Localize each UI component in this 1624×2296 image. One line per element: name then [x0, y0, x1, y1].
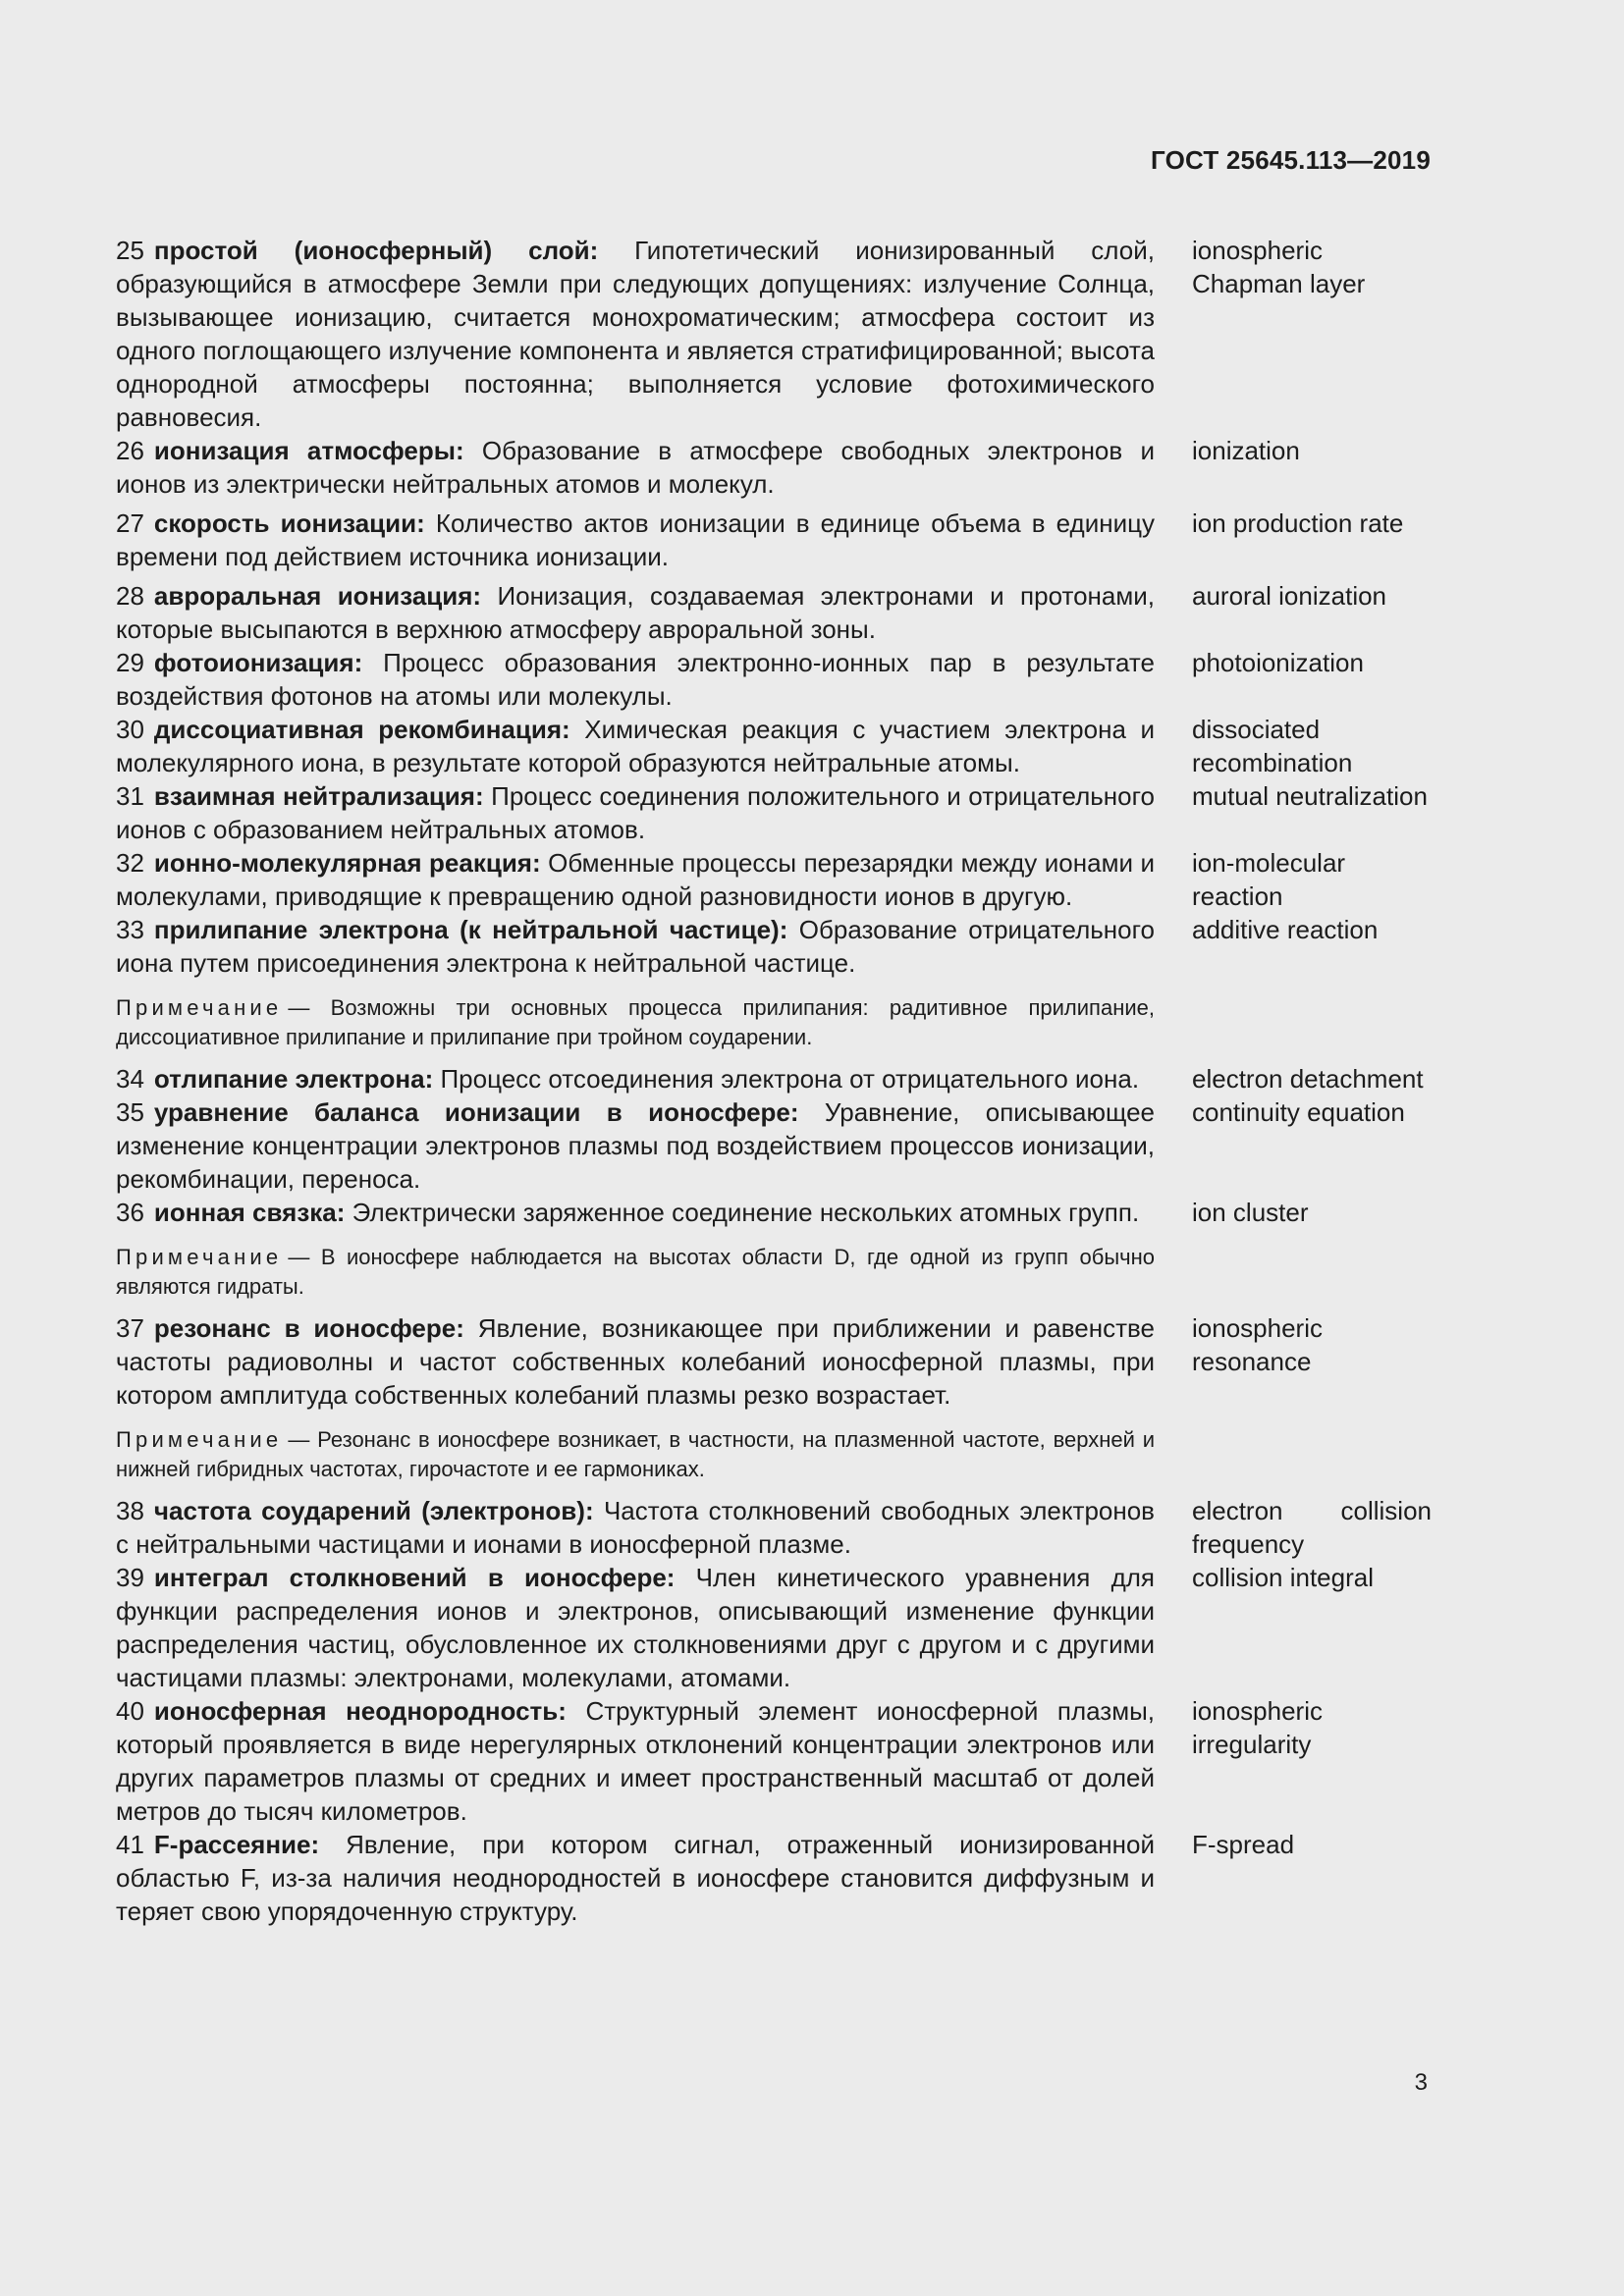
term-name: отлипание электрона: — [153, 1064, 434, 1094]
term-entry-35 — [116, 1095, 1432, 1196]
note-label: Примечание — [116, 1245, 283, 1269]
term-name: взаимная нейтрализация: — [153, 781, 484, 811]
term-number: 30 — [116, 715, 144, 744]
term-entry-37 — [116, 1311, 1432, 1412]
term-english: ionospheric Chapman layer — [1192, 236, 1366, 298]
term-english: ionospheric irregularity — [1192, 1696, 1323, 1759]
term-english: ionization — [1192, 436, 1300, 465]
term-name: интеграл столкновений в ионосфере: — [153, 1563, 676, 1592]
term-english: F-spread — [1192, 1830, 1295, 1859]
term-name: уравнение баланса ионизации в ионосфере: — [153, 1097, 799, 1127]
term-definition: Явление, при котором сигнал, отраженный ионизированной областью F, из-за наличия неоднородностей в ионосфере становится диффузным и теряет свою упорядоченную структуру. — [116, 1830, 1155, 1926]
term-name: прилипание электрона (к нейтральной частице): — [153, 915, 788, 944]
term-entry-25 — [116, 234, 1432, 434]
term-entry-32 — [116, 846, 1432, 913]
term-definition: Образование в атмосфере свободных электронов и ионов из электрически нейтральных атомов и молекул. — [116, 436, 1155, 499]
term-definition: Уравнение, описывающее изменение концентрации электронов плазмы под воздействием процессов ионизации, рекомбинации, переноса. — [116, 1097, 1155, 1194]
term-entry-41 — [116, 1828, 1432, 1928]
term-number: 25 — [116, 236, 144, 265]
term-number: 26 — [116, 436, 144, 465]
term-number: 37 — [116, 1313, 144, 1343]
term-english: continuity equation — [1192, 1097, 1405, 1127]
term-entry-28 — [116, 579, 1432, 646]
term-number: 31 — [116, 781, 144, 811]
term-name: ионная связка: — [153, 1198, 346, 1227]
term-definition: Обменные процессы перезарядки между ионами и молекулами, приводящие к превращению одной разновидности ионов в другую. — [116, 848, 1155, 911]
term-entry-34 — [116, 1062, 1432, 1095]
term-definition: Ионизация, создаваемая электронами и протонами, которые высыпаются в верхнюю атмосферу авроральной зоны. — [116, 581, 1155, 644]
note-text: — Резонанс в ионосфере возникает, в частности, на плазменной частоте, верхней и нижней гибридных частотах, гирочастоте и ее гармониках. — [116, 1427, 1155, 1481]
term-entry-27 — [116, 507, 1432, 573]
term-number: 36 — [116, 1198, 144, 1227]
term-definition: Электрически заряженное соединение нескольких атомных групп. — [345, 1198, 1140, 1227]
term-number: 33 — [116, 915, 144, 944]
term-english: photoionization — [1192, 648, 1364, 677]
term-english: mutual neutralization — [1192, 781, 1428, 811]
note-text: — В ионосфере наблюдается на высотах области D, где одной из групп обычно являются гидраты. — [116, 1245, 1155, 1299]
term-english: dissociated recombination — [1192, 715, 1353, 777]
term-definition: Член кинетического уравнения для функции распределения ионов и электронов, описывающий изменение функции распределения частиц, обусловленное их столкновениями друг с другом и с другими частицами плазмы: электронами, молекулами, атомами. — [116, 1563, 1155, 1692]
term-name: резонанс в ионосфере: — [153, 1313, 464, 1343]
term-number: 35 — [116, 1097, 144, 1127]
term-definition: Образование отрицательного иона путем присоединения электрона к нейтральной частице. — [116, 915, 1155, 978]
note-33 — [116, 993, 1155, 1052]
term-name: скорость ионизации: — [153, 508, 425, 538]
term-english: electron collision frequency — [1192, 1496, 1432, 1559]
term-entry-26 — [116, 434, 1432, 501]
term-number: 41 — [116, 1830, 144, 1859]
term-number: 32 — [116, 848, 144, 878]
term-name: частота соударений (электронов): — [153, 1496, 594, 1525]
term-number: 27 — [116, 508, 144, 538]
term-entry-29 — [116, 646, 1432, 713]
term-definition: Явление, возникающее при приближении и равенстве частоты радиоволны и частот собственных колебаний ионосферной плазмы, при котором амплитуда собственных колебаний плазмы резко возрастает. — [116, 1313, 1155, 1410]
term-entry-30 — [116, 713, 1432, 779]
term-definition: Процесс соединения положительного и отрицательного ионов с образованием нейтральных атомов. — [116, 781, 1155, 844]
term-entry-31 — [116, 779, 1432, 846]
term-name: ионосферная неоднородность: — [153, 1696, 567, 1726]
note-label: Примечание — [116, 995, 283, 1020]
term-number: 28 — [116, 581, 144, 611]
term-number: 39 — [116, 1563, 144, 1592]
note-text: — Возможны три основных процесса прилипания: радитивное прилипание, диссоциативное прилипание и прилипание при тройном соударении. — [116, 995, 1155, 1049]
term-name: авроральная ионизация: — [153, 581, 482, 611]
term-name: F-рассеяние: — [153, 1830, 320, 1859]
term-name: диссоциативная рекомбинация: — [153, 715, 570, 744]
term-definition: Гипотетический ионизированный слой, образующийся в атмосфере Земли при следующих допущениях: излучение Солнца, вызывающее ионизацию, считается монохроматическим; атмосфера состоит из одного поглощающего излучение компонента и является стратифицированной; высота однородной атмосферы постоянна; выполняется условие фотохимического равновесия. — [116, 236, 1155, 432]
term-english: electron detachment — [1192, 1064, 1424, 1094]
term-entry-33 — [116, 913, 1432, 980]
term-entry-39 — [116, 1561, 1432, 1694]
term-definition: Структурный элемент ионосферной плазмы, который проявляется в виде нерегулярных отклонений концентрации электронов или других параметров плазмы от средних и имеет пространственный масштаб от долей метров до тысяч километров. — [116, 1696, 1156, 1826]
term-definition: Химическая реакция с участием электрона и молекулярного иона, в результате которой образуются нейтральные атомы. — [116, 715, 1156, 777]
term-number: 34 — [116, 1064, 144, 1094]
terms-list — [116, 234, 1432, 1928]
term-english: collision integral — [1192, 1563, 1374, 1592]
term-definition: Количество актов ионизации в единице объема в единицу времени под действием источника ионизации. — [116, 508, 1155, 571]
term-name: фотоионизация: — [153, 648, 363, 677]
term-definition: Процесс образования электронно-ионных пар в результате воздействия фотонов на атомы или молекулы. — [116, 648, 1155, 711]
note-label: Примечание — [116, 1427, 283, 1452]
term-definition: Частота столкновений свободных электронов с нейтральными частицами и ионами в ионосферной плазме. — [116, 1496, 1155, 1559]
term-english: ion production rate — [1192, 508, 1404, 538]
term-entry-36 — [116, 1196, 1432, 1229]
term-english: additive reaction — [1192, 915, 1379, 944]
note-36 — [116, 1243, 1155, 1302]
term-number: 29 — [116, 648, 144, 677]
term-english: ion-molecular reaction — [1192, 848, 1346, 911]
term-english: auroral ionization — [1192, 581, 1387, 611]
page-number: 3 — [1414, 2069, 1428, 2096]
term-name: простой (ионосферный) слой: — [153, 236, 599, 265]
term-number: 40 — [116, 1696, 144, 1726]
term-english: ion cluster — [1192, 1198, 1309, 1227]
standard-header: ГОСТ 25645.113—2019 — [1151, 145, 1431, 175]
note-37 — [116, 1425, 1155, 1484]
term-entry-38 — [116, 1494, 1432, 1561]
term-definition: Процесс отсоединения электрона от отрицательного иона. — [433, 1064, 1140, 1094]
term-english: ionospheric resonance — [1192, 1313, 1323, 1376]
term-name: ионизация атмосферы: — [153, 436, 464, 465]
term-name: ионно-молекулярная реакция: — [153, 848, 541, 878]
term-number: 38 — [116, 1496, 144, 1525]
term-entry-40 — [116, 1694, 1432, 1828]
